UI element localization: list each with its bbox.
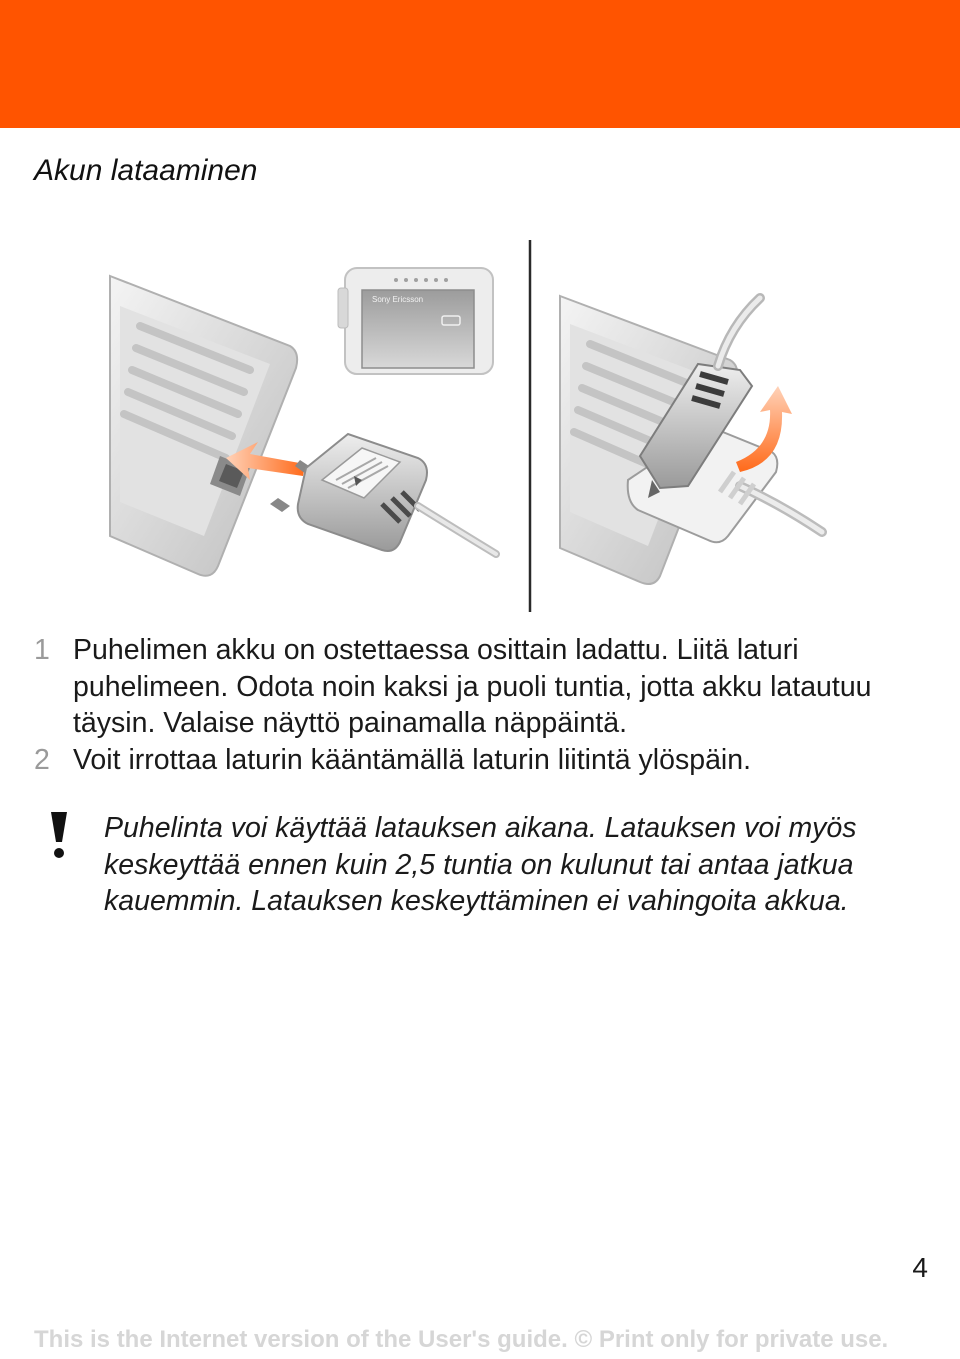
charger-illustration	[100, 236, 840, 616]
note-text: Puhelinta voi käyttää latauksen aikana. Latauksen voi myös keskeyttää ennen kuin 2,5 tuntia on kulunut tai antaa jatkua kauemmin. Latauksen keskeyttäminen ei vahingoita akkua.	[104, 812, 857, 917]
step-item	[34, 742, 934, 779]
top-accent-bar	[0, 0, 960, 128]
charger-plug-left	[270, 434, 496, 554]
step-number: 2	[34, 743, 50, 776]
instruction-steps	[34, 632, 934, 778]
phone-body-left	[110, 276, 297, 576]
step-text: Puhelimen akku on ostettaessa osittain ladattu. Liitä laturi puhelimeen. Odota noin kaksi ja puoli tuntia, jotta akku latautuu täysin. Valaise näyttö painamalla näppäintä.	[73, 634, 872, 739]
step-number: 1	[34, 634, 50, 666]
step-item	[34, 632, 934, 742]
page-number: 4	[912, 1252, 928, 1283]
footer-disclaimer: This is the Internet version of the User's guide. © Print only for private use.	[34, 1326, 889, 1353]
phone-brand-text: Sony Ericsson	[372, 295, 424, 304]
section-title: Akun lataaminen	[34, 154, 258, 187]
exclamation-icon	[48, 810, 70, 860]
step-text: Voit irrottaa laturin kääntämällä laturin liitintä ylöspäin.	[73, 743, 752, 776]
phone-front-view	[338, 268, 493, 374]
